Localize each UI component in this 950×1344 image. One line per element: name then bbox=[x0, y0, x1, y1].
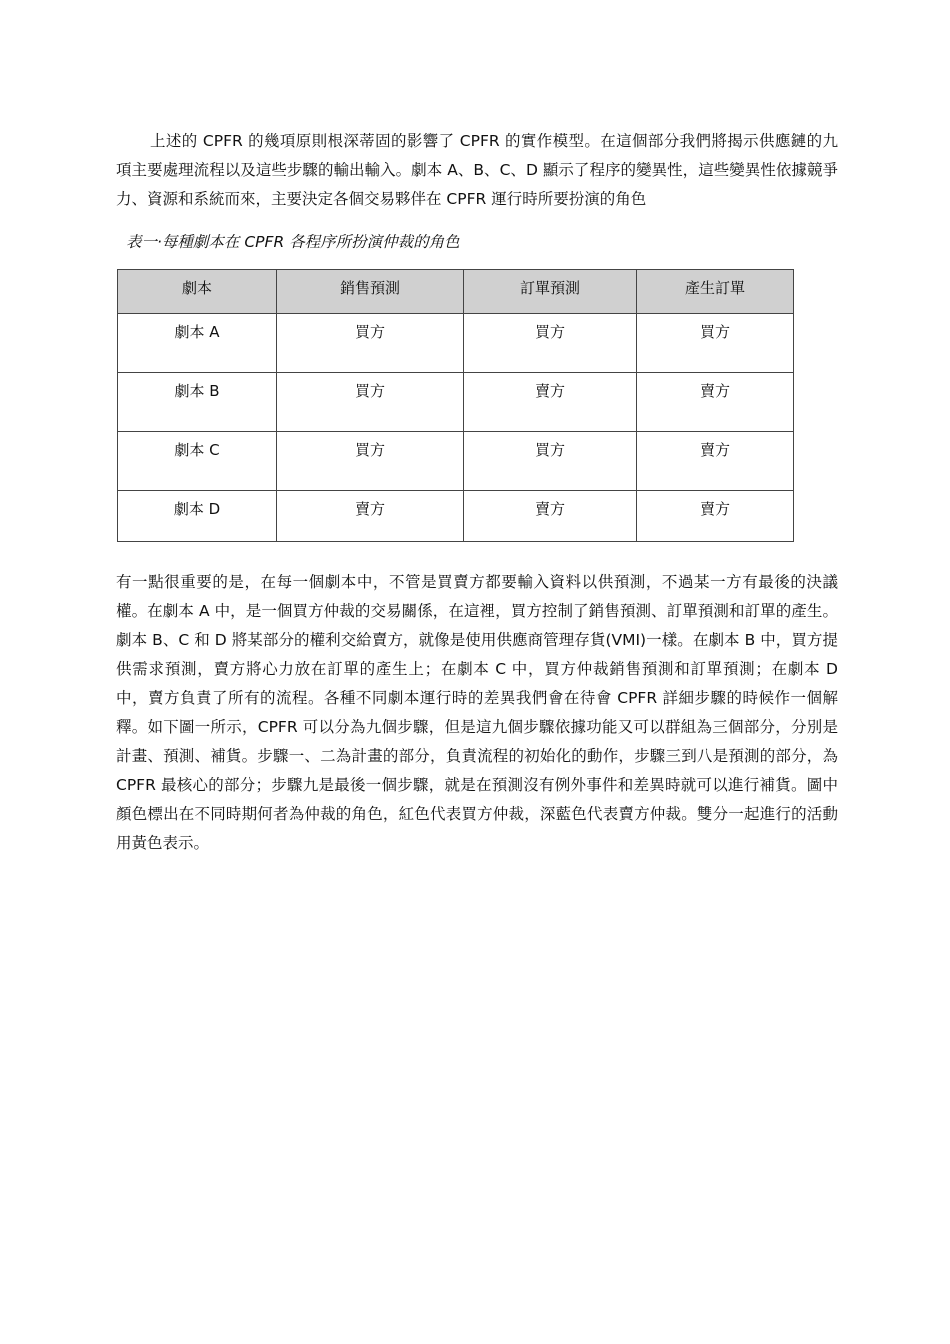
table-cell: 劇本 B bbox=[118, 373, 277, 432]
intro-paragraph: 上述的 CPFR 的幾項原則根深蒂固的影響了 CPFR 的實作模型。在這個部分我們將揭示供應鏈的九項主要處理流程以及這些步驟的輸出輸入。劇本 A、B、C、D 顯示了程序的變異性，這些變異性依據競爭力、資源和系統而來，主要決定各個交易夥伴在 CPFR 運行時所要扮演的角色 bbox=[116, 132, 838, 208]
table-cell: 劇本 C bbox=[118, 432, 277, 491]
table-row bbox=[118, 432, 794, 491]
table-row bbox=[118, 314, 794, 373]
table-cell: 賣方 bbox=[637, 491, 794, 542]
header-order-forecast: 訂單預測 bbox=[464, 270, 637, 314]
body-paragraph: 有一點很重要的是，在每一個劇本中，不管是買賣方都要輸入資料以供預測，不過某一方有最後的決議權。在劇本 A 中，是一個買方仲裁的交易關係，在這裡，買方控制了銷售預測、訂單預測和訂單的產生。劇本 B、C 和 D 將某部分的權利交給賣方，就像是使用供應商管理存貨(VMI)一樣。在劇本 B 中，買方提供需求預測，賣方將心力放在訂單的產生上；在劇本 C 中，買方仲裁銷售預測和訂單預測；在劇本 D 中，賣方負責了所有的流程。各種不同劇本運行時的差異我們會在待會 CPFR 詳細步驟的時候作一個解釋。如下圖一所示，CPFR 可以分為九個步驟，但是這九個步驟依據功能又可以群組為三個部分，分別是計畫、預測、補貨。步驟一、二為計畫的部分，負責流程的初始化的動作，步驟三到八是預測的部分，為 CPFR 最核心的部分；步驟九是最後一個步驟，就是在預測沒有例外事件和差異時就可以進行補貨。圖中顏色標出在不同時期何者為仲裁的角色，紅色代表買方仲裁，深藍色代表賣方仲裁。雙分一起進行的活動用黃色表示。 bbox=[116, 573, 838, 852]
table-cell: 劇本 D bbox=[118, 491, 277, 542]
scenario-roles-table bbox=[117, 269, 794, 542]
table-cell: 買方 bbox=[277, 373, 464, 432]
table-cell: 買方 bbox=[277, 432, 464, 491]
table-row bbox=[118, 491, 794, 542]
table-cell: 賣方 bbox=[464, 373, 637, 432]
table-cell: 買方 bbox=[464, 314, 637, 373]
table-cell: 賣方 bbox=[464, 491, 637, 542]
table-cell: 賣方 bbox=[637, 432, 794, 491]
header-order-generation: 產生訂單 bbox=[637, 270, 794, 314]
table-cell: 劇本 A bbox=[118, 314, 277, 373]
table-cell: 賣方 bbox=[277, 491, 464, 542]
table-cell: 買方 bbox=[464, 432, 637, 491]
table-cell: 買方 bbox=[637, 314, 794, 373]
table-cell: 買方 bbox=[277, 314, 464, 373]
header-scenario: 劇本 bbox=[118, 270, 277, 314]
table-row bbox=[118, 373, 794, 432]
table-caption: 表一·每種劇本在 CPFR 各程序所扮演仲裁的角色 bbox=[126, 233, 460, 251]
table-cell: 賣方 bbox=[637, 373, 794, 432]
header-sales-forecast: 銷售預測 bbox=[277, 270, 464, 314]
table-header-row bbox=[118, 270, 794, 314]
